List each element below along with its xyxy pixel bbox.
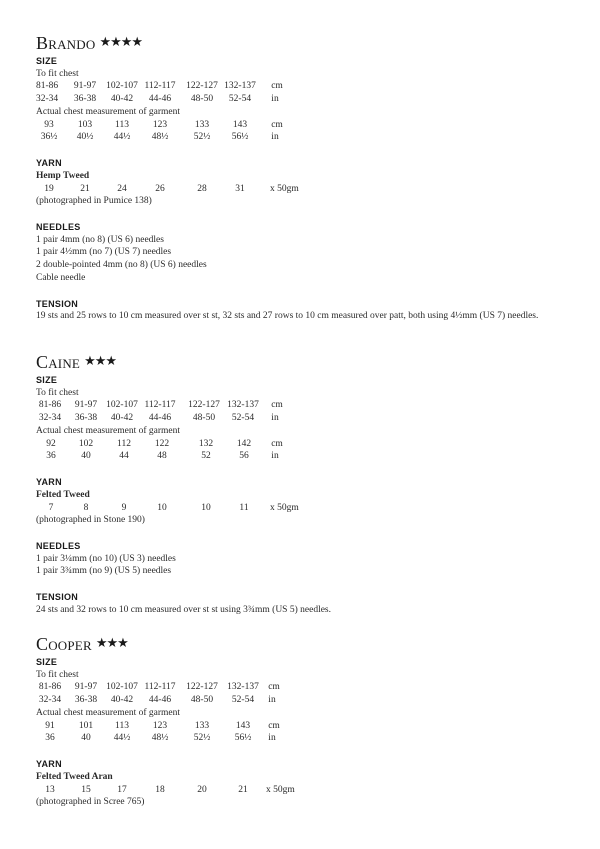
pattern-title (36, 33, 576, 55)
tension-text: 19 sts and 25 rows to 10 cm measured over st st, 32 sts and 27 rows to 10 cm measured over patt, both using 4½mm (US 7) needles. (36, 311, 539, 322)
cell: 40½ (76, 132, 94, 143)
unit: in (268, 695, 276, 706)
needle-item: 1 pair 4½mm (no 7) (US 7) needles (36, 247, 172, 258)
cell: 20 (197, 784, 207, 795)
cell: 112 (117, 438, 131, 449)
unit: x 50gm (266, 784, 295, 795)
difficulty-stars: ★★★ (84, 353, 117, 368)
title-text: Cooper (36, 634, 92, 654)
cell: 36-38 (74, 413, 98, 424)
unit: in (268, 733, 276, 744)
needles-heading: NEEDLES (36, 541, 81, 552)
actual-in-row (36, 131, 576, 144)
unit: x 50gm (270, 183, 299, 194)
chest-in-row (36, 694, 576, 707)
actual-label: Actual chest measurement of garment (36, 106, 181, 117)
cell: 112-117 (144, 400, 176, 411)
cell: 122 (154, 438, 170, 449)
cell: 10 (201, 502, 211, 513)
cell: 113 (115, 720, 129, 731)
actual-label: Actual chest measurement of garment (36, 707, 181, 718)
cell: 102-107 (106, 400, 138, 411)
cell: 10 (157, 502, 167, 513)
cell: 26 (155, 183, 165, 194)
cell: 112-117 (144, 81, 176, 92)
cell: 143 (235, 720, 251, 731)
chest-cm-row (36, 399, 576, 412)
actual-label: Actual chest measurement of garment (36, 425, 181, 436)
cell: 40 (81, 451, 91, 462)
actual-cm-row (36, 119, 576, 132)
to-fit-label: To fit chest (36, 669, 79, 680)
yarn-heading: YARN (36, 477, 62, 488)
actual-in-row (36, 450, 576, 463)
cell: 102-107 (106, 81, 138, 92)
cell: 52½ (193, 733, 211, 744)
unit: cm (271, 400, 283, 411)
cell: 48-50 (190, 94, 214, 105)
yarn-heading: YARN (36, 759, 62, 770)
needle-item: 1 pair 4mm (no 8) (US 6) needles (36, 234, 164, 245)
cell: 112-117 (144, 682, 176, 693)
cell: 40-42 (110, 695, 134, 706)
cell: 19 (44, 183, 54, 194)
cell: 93 (44, 119, 54, 130)
unit: in (271, 413, 279, 424)
cell: 81-86 (38, 400, 62, 411)
photographed-note: (photographed in Scree 765) (36, 797, 145, 808)
cell: 113 (115, 119, 129, 130)
cell: 32-34 (38, 695, 62, 706)
size-heading: SIZE (36, 375, 58, 385)
tension-text: 24 sts and 32 rows to 10 cm measured over st st using 3¾mm (US 5) needles. (36, 604, 331, 615)
cell: 44-46 (148, 413, 172, 424)
chest-cm-row (36, 681, 576, 694)
chest-in-row (36, 412, 576, 425)
cell: 52½ (193, 132, 211, 143)
cell: 21 (238, 784, 248, 795)
difficulty-stars: ★★★★ (99, 34, 143, 49)
cell: 91 (45, 720, 55, 731)
cell: 36 (46, 451, 56, 462)
cell: 56 (239, 451, 249, 462)
cell: 56½ (234, 733, 252, 744)
cell: 8 (83, 502, 89, 513)
pattern-title (36, 352, 576, 374)
title-text: Brando (36, 33, 96, 53)
cell: 15 (81, 784, 91, 795)
cell: 122-127 (188, 400, 220, 411)
cell: 13 (45, 784, 55, 795)
cell: 31 (235, 183, 245, 194)
cell: 102-107 (106, 682, 138, 693)
pattern-cooper (36, 634, 576, 809)
cell: 44½ (113, 132, 131, 143)
needle-item: Cable needle (36, 273, 86, 284)
cell: 40 (81, 733, 91, 744)
cell: 40-42 (110, 94, 134, 105)
cell: 36 (45, 733, 55, 744)
title-text: Caine (36, 352, 81, 372)
cell: 133 (194, 119, 210, 130)
pattern-title (36, 634, 576, 656)
cell: 132-137 (227, 400, 259, 411)
cell: 36-38 (73, 94, 97, 105)
needle-item: 2 double-pointed 4mm (no 8) (US 6) needles (36, 260, 207, 271)
photographed-note: (photographed in Pumice 138) (36, 196, 152, 207)
yarn-qty-row (36, 502, 576, 515)
cell: 52-54 (231, 695, 255, 706)
unit: in (271, 132, 279, 143)
cell: 32-34 (38, 413, 62, 424)
cell: 56½ (231, 132, 249, 143)
cell: 9 (121, 502, 127, 513)
chest-cm-row (36, 80, 576, 93)
yarn-qty-row (36, 183, 576, 196)
cell: 81-86 (38, 682, 62, 693)
cell: 132 (198, 438, 214, 449)
yarn-name: Hemp Tweed (36, 170, 90, 181)
cell: 132-137 (227, 682, 259, 693)
actual-in-row (36, 732, 576, 745)
cell: 17 (117, 784, 127, 795)
unit: in (271, 451, 279, 462)
yarn-name: Felted Tweed Aran (36, 771, 113, 782)
pattern-caine (36, 352, 576, 617)
to-fit-label: To fit chest (36, 387, 79, 398)
actual-cm-row (36, 720, 576, 733)
needle-item: 1 pair 3¾mm (no 9) (US 5) needles (36, 566, 172, 577)
unit: cm (271, 81, 283, 92)
pattern-brando (36, 33, 576, 323)
cell: 91-97 (74, 400, 98, 411)
cell: 91-97 (73, 81, 97, 92)
cell: 123 (152, 119, 168, 130)
photographed-note: (photographed in Stone 190) (36, 515, 145, 526)
cell: 36½ (40, 132, 58, 143)
unit: cm (268, 720, 280, 731)
cell: 28 (197, 183, 207, 194)
to-fit-label: To fit chest (36, 68, 79, 79)
cell: 48 (157, 451, 167, 462)
cell: 48½ (151, 733, 169, 744)
cell: 92 (46, 438, 56, 449)
cell: 133 (194, 720, 210, 731)
chest-in-row (36, 93, 576, 106)
difficulty-stars: ★★★ (95, 635, 128, 650)
yarn-name: Felted Tweed (36, 489, 90, 500)
unit: in (271, 94, 279, 105)
cell: 101 (78, 720, 94, 731)
cell: 21 (80, 183, 90, 194)
cell: 32-34 (36, 94, 59, 105)
actual-cm-row (36, 438, 576, 451)
cell: 122-127 (186, 682, 218, 693)
tension-heading: TENSION (36, 592, 79, 603)
unit: cm (271, 438, 283, 449)
needles-heading: NEEDLES (36, 222, 81, 233)
cell: 44½ (113, 733, 131, 744)
unit: cm (268, 682, 280, 693)
cell: 44-46 (148, 695, 172, 706)
yarn-qty-row (36, 784, 576, 797)
cell: 24 (117, 183, 127, 194)
cell: 143 (232, 119, 248, 130)
unit: cm (271, 119, 283, 130)
cell: 18 (155, 784, 165, 795)
cell: 44-46 (148, 94, 172, 105)
cell: 48-50 (192, 413, 216, 424)
size-heading: SIZE (36, 56, 58, 66)
cell: 48-50 (190, 695, 214, 706)
cell: 123 (152, 720, 168, 731)
cell: 52-54 (228, 94, 252, 105)
cell: 122-127 (186, 81, 218, 92)
size-heading: SIZE (36, 657, 58, 667)
cell: 7 (48, 502, 54, 513)
cell: 11 (239, 502, 249, 513)
cell: 81-86 (36, 81, 59, 92)
cell: 102 (78, 438, 94, 449)
cell: 91-97 (74, 682, 98, 693)
cell: 142 (236, 438, 252, 449)
cell: 40-42 (110, 413, 134, 424)
needle-item: 1 pair 3¼mm (no 10) (US 3) needles (36, 553, 176, 564)
unit: x 50gm (270, 502, 299, 513)
cell: 48½ (151, 132, 169, 143)
cell: 52 (201, 451, 211, 462)
yarn-heading: YARN (36, 158, 62, 169)
cell: 44 (119, 451, 129, 462)
cell: 52-54 (231, 413, 255, 424)
cell: 103 (77, 119, 93, 130)
cell: 132-137 (224, 81, 256, 92)
tension-heading: TENSION (36, 298, 79, 309)
cell: 36-38 (74, 695, 98, 706)
